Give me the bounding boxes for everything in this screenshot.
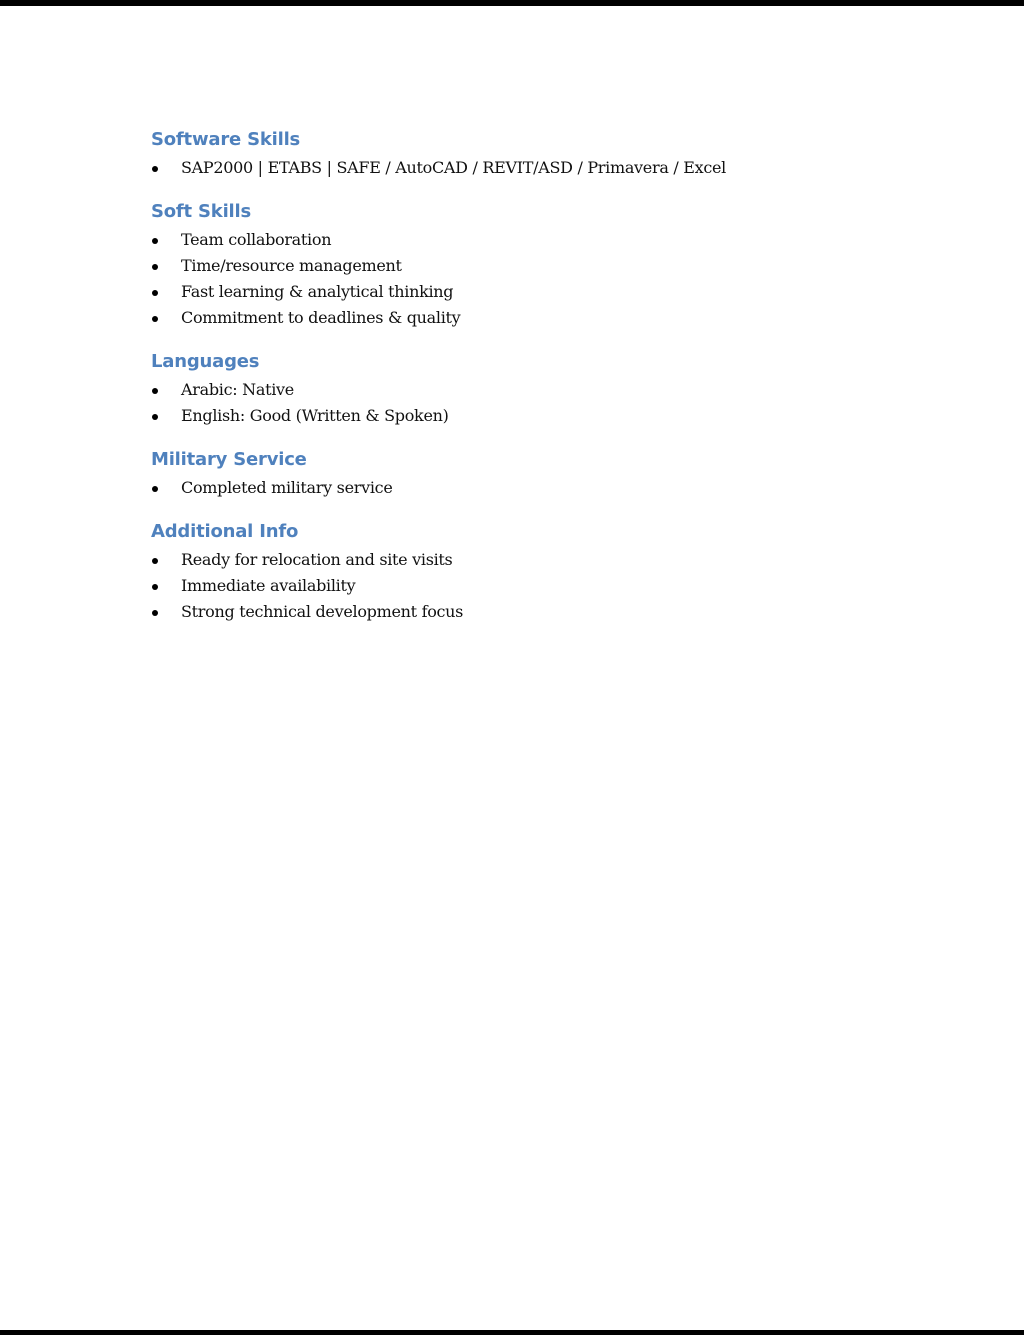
section-heading: Military Service [151, 449, 307, 470]
list-item-text: Completed military service [181, 478, 393, 497]
list-item [151, 573, 911, 599]
list-item [151, 305, 911, 331]
bullet-icon [152, 166, 158, 172]
list-item-text: Arabic: Native [181, 380, 294, 399]
bullet-icon [152, 584, 158, 590]
list-item [151, 155, 911, 181]
section-soft-skills [151, 198, 911, 331]
bullet-list [151, 155, 911, 181]
list-item [151, 227, 911, 253]
list-item [151, 547, 911, 573]
list-item [151, 279, 911, 305]
list-item [151, 475, 911, 501]
list-item-text: Commitment to deadlines & quality [181, 308, 461, 327]
list-item [151, 403, 911, 429]
section-software-skills [151, 126, 911, 181]
section-additional-info [151, 518, 911, 625]
document-content [151, 126, 911, 642]
section-military-service [151, 446, 911, 501]
bullet-list [151, 475, 911, 501]
list-item [151, 599, 911, 625]
bullet-list [151, 227, 911, 331]
list-item-text: Time/resource management [181, 256, 402, 275]
section-heading: Languages [151, 351, 260, 372]
bullet-icon [152, 486, 158, 492]
list-item [151, 377, 911, 403]
list-item-text: Strong technical development focus [181, 602, 464, 621]
section-heading: Additional Info [151, 521, 299, 542]
list-item-text: Ready for relocation and site visits [181, 550, 453, 569]
list-item-text: SAP2000 | ETABS | SAFE / AutoCAD / REVIT/ASD / Primavera / Excel [181, 158, 726, 177]
bullet-icon [152, 414, 158, 420]
bullet-list [151, 547, 911, 625]
list-item [151, 253, 911, 279]
bullet-icon [152, 290, 158, 296]
list-item-text: Immediate availability [181, 576, 356, 595]
section-languages [151, 348, 911, 429]
section-heading: Software Skills [151, 129, 301, 150]
section-heading: Soft Skills [151, 201, 251, 222]
page-bottom-border [0, 1330, 1024, 1335]
bullet-icon [152, 558, 158, 564]
bullet-icon [152, 264, 158, 270]
bullet-list [151, 377, 911, 429]
list-item-text: English: Good (Written & Spoken) [181, 406, 449, 425]
page-top-border [0, 0, 1024, 6]
bullet-icon [152, 388, 158, 394]
list-item-text: Fast learning & analytical thinking [181, 282, 454, 301]
bullet-icon [152, 316, 158, 322]
bullet-icon [152, 610, 158, 616]
bullet-icon [152, 238, 158, 244]
list-item-text: Team collaboration [181, 230, 332, 249]
